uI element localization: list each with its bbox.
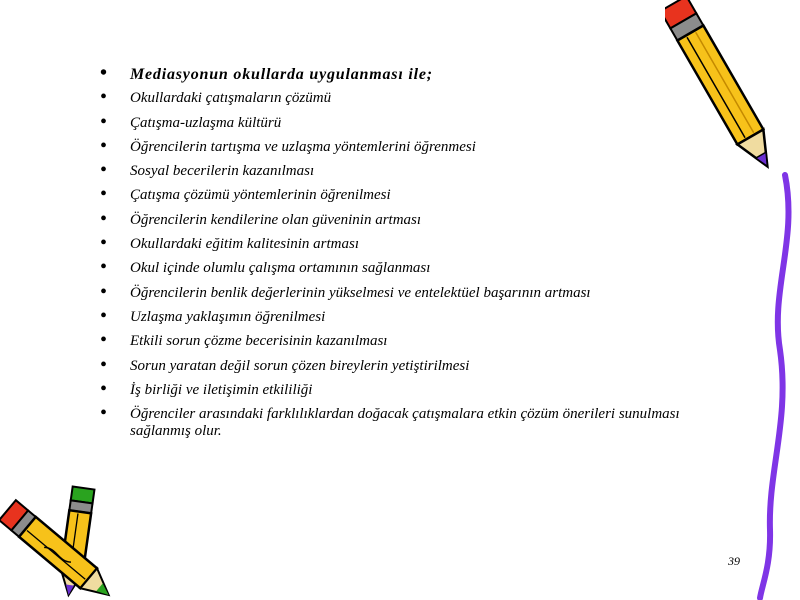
list-item: • Öğrencilerin benlik değerlerinin yükselmesi ve entelektüel başarının artması [100, 285, 690, 302]
list-item: • İş birliği ve iletişimin etkililiği [100, 382, 690, 399]
list-item: • Çatışma çözümü yöntemlerinin öğrenilmesi [100, 187, 690, 204]
list-item: • Sosyal becerilerin kazanılması [100, 163, 690, 180]
list-item: • Okullardaki eğitim kalitesinin artması [100, 236, 690, 253]
list-item: • Öğrencilerin tartışma ve uzlaşma yöntemlerini öğrenmesi [100, 139, 690, 156]
list-item: • Öğrenciler arasındaki farklılıklardan doğacak çatışmalara etkin çözüm önerileri sunulması sağlanmış olur. [100, 406, 690, 440]
list-item: • Uzlaşma yaklaşımın öğrenilmesi [100, 309, 690, 326]
pencils-bottom-left-icon [0, 480, 130, 600]
decorative-line [740, 170, 800, 600]
list-item: • Okul içinde olumlu çalışma ortamının sağlanması [100, 260, 690, 277]
page-number: 39 [728, 554, 740, 568]
bullet-list [100, 66, 690, 447]
list-item: • Sorun yaratan değil sorun çözen bireylerin yetiştirilmesi [100, 358, 690, 375]
list-item: • Öğrencilerin kendilerine olan güveninin artması [100, 212, 690, 229]
list-item: • Okullardaki çatışmaların çözümü [100, 90, 690, 107]
list-item: • Etkili sorun çözme becerisinin kazanılması [100, 333, 690, 350]
list-heading: • Mediasyonun okullarda uygulanması ile; [100, 66, 690, 83]
list-item: • Çatışma-uzlaşma kültürü [100, 115, 690, 132]
